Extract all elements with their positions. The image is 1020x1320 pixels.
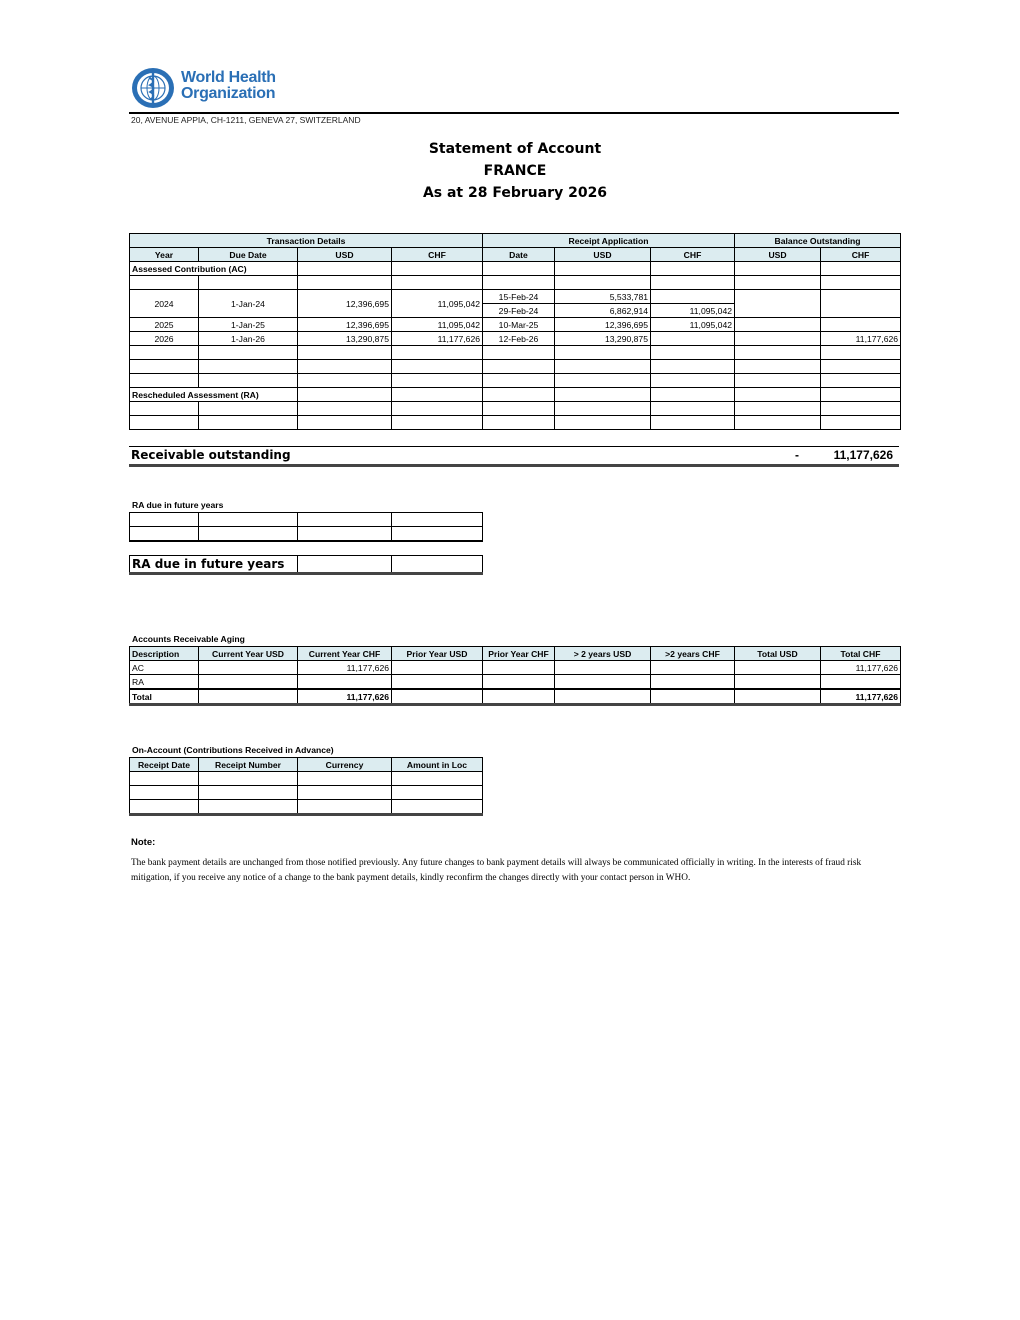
aging-cell xyxy=(651,675,735,690)
blank-row xyxy=(130,772,483,786)
aging-cell xyxy=(392,689,483,705)
receivable-outstanding-bar xyxy=(129,446,899,467)
ra-future-total-row xyxy=(130,556,483,574)
on-account-col-amount: Amount in Loc xyxy=(392,758,483,772)
aging-cell xyxy=(199,661,298,675)
usd-cell: 12,396,695 xyxy=(298,318,392,332)
blank-row xyxy=(130,276,901,290)
due-date-cell: 1-Jan-24 xyxy=(199,290,298,318)
receipt-date-cell: 10-Mar-25 xyxy=(483,318,555,332)
ra-future-total-table xyxy=(129,555,483,575)
on-account-col-receipt-number: Receipt Number xyxy=(199,758,298,772)
aging-cell: Total xyxy=(130,689,199,705)
aging-cell xyxy=(735,661,821,675)
on-account-label: On-Account (Contributions Received in Advance) xyxy=(132,745,334,755)
aging-cell: AC xyxy=(130,661,199,675)
aging-cell xyxy=(483,661,555,675)
group-header-row xyxy=(130,234,901,248)
aging-col-total-usd: Total USD xyxy=(735,647,821,661)
col-year: Year xyxy=(130,248,199,262)
section-row-ra xyxy=(130,388,901,402)
aging-cell: 11,177,626 xyxy=(821,661,901,675)
receipt-usd-cell: 12,396,695 xyxy=(555,318,651,332)
note-title: Note: xyxy=(131,837,156,848)
group-receipt-application: Receipt Application xyxy=(483,234,735,248)
logo-line-2: Organization xyxy=(181,85,276,102)
receipt-date-cell: 12-Feb-26 xyxy=(483,332,555,346)
blank-row xyxy=(130,374,901,388)
aging-label: Accounts Receivable Aging xyxy=(132,634,245,644)
aging-cell: RA xyxy=(130,675,199,690)
col-receipt-chf: CHF xyxy=(651,248,735,262)
receipt-chf-cell: 11,095,042 xyxy=(651,304,735,318)
aging-col-prior-usd: Prior Year USD xyxy=(392,647,483,661)
aging-cell xyxy=(483,675,555,690)
year-cell: 2025 xyxy=(130,318,199,332)
receipt-usd-cell: 13,290,875 xyxy=(555,332,651,346)
blank-row xyxy=(130,527,483,542)
aging-cell xyxy=(735,689,821,705)
blank-row xyxy=(130,360,901,374)
on-account-table xyxy=(129,757,483,816)
receivable-outstanding-usd: - xyxy=(795,448,799,462)
aging-col-description: Description xyxy=(130,647,199,661)
column-header-row xyxy=(130,248,901,262)
col-balance-usd: USD xyxy=(735,248,821,262)
aging-col-2y-chf: >2 years CHF xyxy=(651,647,735,661)
ra-future-table xyxy=(129,512,483,542)
aging-cell xyxy=(555,675,651,690)
aging-header-row xyxy=(130,647,901,661)
usd-cell: 12,396,695 xyxy=(298,290,392,318)
balance-usd-cell xyxy=(735,318,821,332)
logo-line-1: World Health xyxy=(181,69,276,86)
col-receipt-usd: USD xyxy=(555,248,651,262)
receipt-date-cell: 15-Feb-24 xyxy=(483,290,555,304)
balance-usd-cell xyxy=(735,332,821,346)
receipt-chf-cell xyxy=(651,332,735,346)
who-logo xyxy=(129,66,284,110)
aging-cell xyxy=(199,675,298,690)
balance-chf-cell: 11,177,626 xyxy=(821,332,901,346)
blank-row xyxy=(130,786,483,800)
on-account-header-row xyxy=(130,758,483,772)
aging-col-current-usd: Current Year USD xyxy=(199,647,298,661)
note-text: The bank payment details are unchanged from those notified previously. Any future changes to bank payment details will always be communicated officially in writing. In the interests of fraud risk mitigation, if you receive any notice of a change to the bank payment details, kindly reconfirm the changes directly with your contact person in WHO. xyxy=(131,858,862,883)
blank-row xyxy=(130,402,901,416)
year-cell: 2026 xyxy=(130,332,199,346)
header-rule xyxy=(129,112,899,114)
col-receipt-date: Date xyxy=(483,248,555,262)
aging-row xyxy=(130,661,901,675)
statement-table xyxy=(129,233,901,430)
col-chf: CHF xyxy=(392,248,483,262)
table-row xyxy=(130,290,901,304)
as-at-title: As at 28 February 2026 xyxy=(422,185,608,201)
aging-cell xyxy=(298,675,392,690)
usd-cell: 13,290,875 xyxy=(298,332,392,346)
aging-cell xyxy=(651,661,735,675)
aging-cell xyxy=(555,661,651,675)
blank-row xyxy=(130,800,483,815)
aging-total-row xyxy=(130,689,901,705)
group-transaction-details: Transaction Details xyxy=(130,234,483,248)
aging-cell xyxy=(392,675,483,690)
ra-future-label: RA due in future years xyxy=(132,500,224,510)
balance-usd-cell xyxy=(735,290,821,318)
section-row-ac xyxy=(130,262,901,276)
aging-cell: 11,177,626 xyxy=(298,661,392,675)
due-date-cell: 1-Jan-25 xyxy=(199,318,298,332)
receipt-chf-cell: 11,095,042 xyxy=(651,318,735,332)
statement-title: Statement of Account xyxy=(428,141,602,157)
chf-cell: 11,177,626 xyxy=(392,332,483,346)
balance-chf-cell xyxy=(821,318,901,332)
receivable-outstanding-chf: 11,177,626 xyxy=(833,448,893,462)
year-cell: 2024 xyxy=(130,290,199,318)
aging-col-current-chf: Current Year CHF xyxy=(298,647,392,661)
balance-chf-cell xyxy=(821,290,901,318)
ra-future-total-label: RA due in future years xyxy=(130,556,298,574)
chf-cell: 11,095,042 xyxy=(392,290,483,318)
blank-row xyxy=(130,346,901,360)
section-label-ac: Assessed Contribution (AC) xyxy=(130,262,298,276)
who-emblem-icon xyxy=(129,66,177,110)
aging-col-prior-chf: Prior Year CHF xyxy=(483,647,555,661)
aging-col-total-chf: Total CHF xyxy=(821,647,901,661)
aging-cell: 11,177,626 xyxy=(298,689,392,705)
aging-table xyxy=(129,646,901,706)
aging-cell xyxy=(199,689,298,705)
aging-col-2y-usd: > 2 years USD xyxy=(555,647,651,661)
col-usd: USD xyxy=(298,248,392,262)
aging-cell xyxy=(392,661,483,675)
table-row xyxy=(130,318,901,332)
receipt-usd-cell: 5,533,781 xyxy=(555,290,651,304)
aging-row xyxy=(130,675,901,690)
blank-row xyxy=(130,416,901,430)
due-date-cell: 1-Jan-26 xyxy=(199,332,298,346)
group-balance-outstanding: Balance Outstanding xyxy=(735,234,901,248)
receivable-outstanding-label: Receivable outstanding xyxy=(131,448,291,462)
receipt-usd-cell: 6,862,914 xyxy=(555,304,651,318)
receipt-date-cell: 29-Feb-24 xyxy=(483,304,555,318)
aging-cell xyxy=(483,689,555,705)
aging-cell xyxy=(821,675,901,690)
aging-cell xyxy=(735,675,821,690)
blank-row xyxy=(130,513,483,527)
section-label-ra: Rescheduled Assessment (RA) xyxy=(130,388,298,402)
address: 20, AVENUE APPIA, CH-1211, GENEVA 27, SWITZERLAND xyxy=(131,115,361,125)
aging-cell xyxy=(555,689,651,705)
chf-cell: 11,095,042 xyxy=(392,318,483,332)
table-row xyxy=(130,332,901,346)
aging-cell xyxy=(651,689,735,705)
on-account-col-receipt-date: Receipt Date xyxy=(130,758,199,772)
receipt-chf-cell xyxy=(651,290,735,304)
on-account-col-currency: Currency xyxy=(298,758,392,772)
country-title: FRANCE xyxy=(483,163,547,179)
col-balance-chf: CHF xyxy=(821,248,901,262)
aging-cell: 11,177,626 xyxy=(821,689,901,705)
col-due-date: Due Date xyxy=(199,248,298,262)
